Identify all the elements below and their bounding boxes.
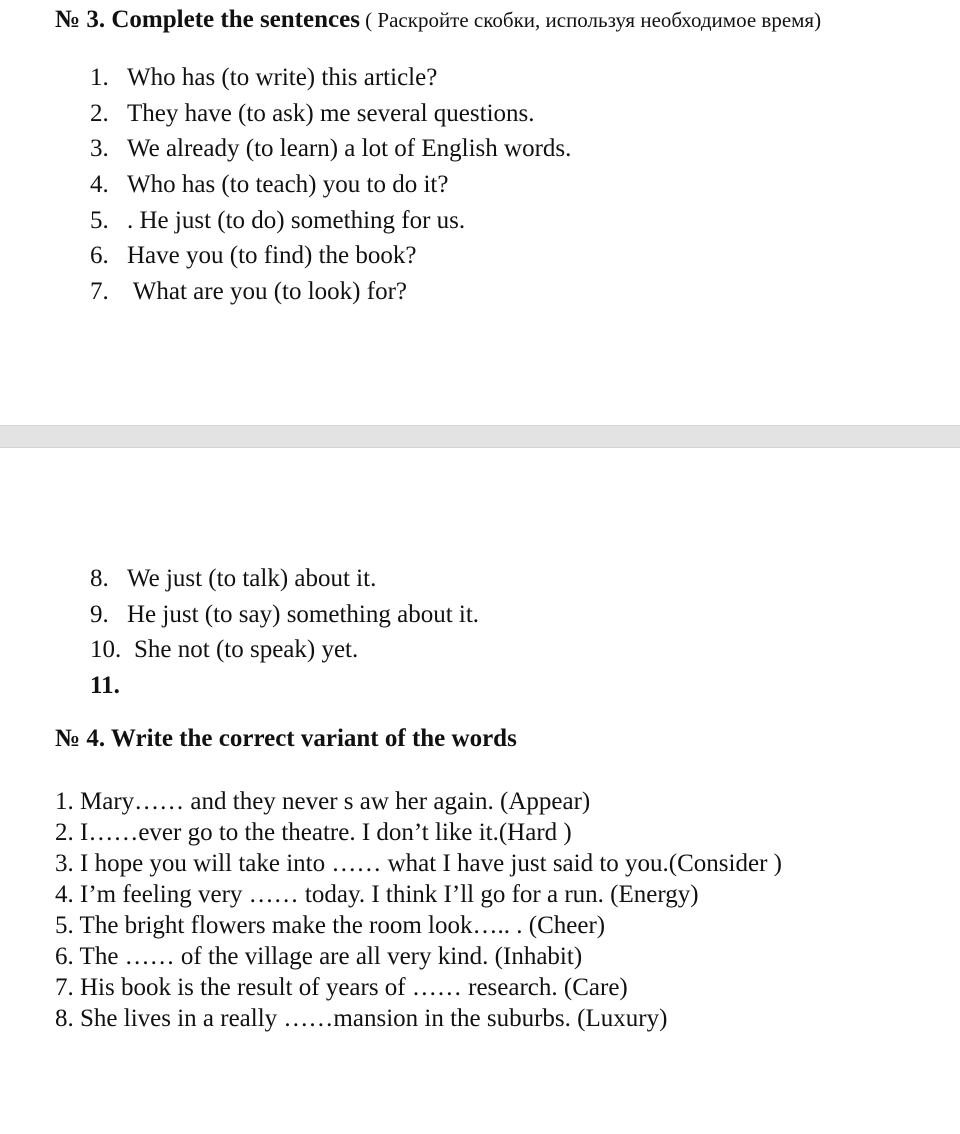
list-item (90, 632, 479, 668)
item-text: Have you (to find) the book? (127, 242, 417, 270)
item-text: He just (to say) something about it. (127, 600, 480, 628)
list-item: 3. I hope you will take into …… what I have just said to you.(Consider ) (55, 850, 782, 877)
list-item (90, 60, 571, 96)
list-item: 2. I……ever go to the theatre. I don’t like it.(Hard ) (55, 819, 572, 846)
list-item: 1. Mary…… and they never s aw her again. (Appear) (55, 788, 591, 815)
item-number: 4. (90, 171, 109, 199)
item-text: We already (to learn) a lot of English words. (127, 135, 572, 163)
item-text: Who has (to teach) you to do it? (127, 171, 449, 199)
item-number: 3. (90, 135, 109, 163)
list-item (90, 668, 479, 704)
item-number: 9. (90, 600, 109, 628)
item-number: 10. (90, 636, 122, 664)
list-item: 6. The …… of the village are all very kind. (Inhabit) (55, 943, 583, 970)
item-number: 7. (90, 278, 109, 306)
list-item (90, 238, 571, 274)
exercise-3-list-part-2 (90, 561, 479, 704)
list-item: 7. His book is the result of years of …… research. (Care) (55, 974, 628, 1001)
item-text: Who has (to write) this article? (127, 64, 438, 91)
item-text: We just (to talk) about it. (127, 565, 377, 592)
item-number: 8. (90, 565, 109, 592)
page-break-separator (0, 425, 960, 448)
list-item: 8. She lives in a really ……mansion in the suburbs. (Luxury) (55, 1005, 668, 1032)
list-item (90, 167, 571, 203)
list-item (90, 96, 571, 132)
exercise-4-list (55, 786, 782, 1034)
list-item (90, 203, 571, 239)
item-text: . He just (to do) something for us. (127, 206, 466, 234)
list-item (90, 131, 571, 167)
document-page-2 (0, 448, 960, 1134)
exercise-3-list-part-1 (90, 60, 571, 310)
item-text: She not (to speak) yet. (134, 636, 359, 664)
item-text: They have (to ask) me several questions. (127, 99, 535, 127)
list-item: 5. The bright flowers make the room look….. . (Cheer) (55, 912, 606, 939)
list-item: 4. I’m feeling very …… today. I think I’ll go for a run. (Energy) (55, 881, 699, 908)
list-item (90, 561, 479, 597)
document-page-1 (0, 0, 960, 425)
list-item (90, 597, 479, 633)
item-number: 1. (90, 64, 109, 91)
exercise-3-instruction: ( Раскройте скобки, используя необходимое время) (359, 8, 822, 32)
list-item (90, 274, 571, 310)
exercise-3-heading (55, 6, 821, 34)
exercise-4-title: № 4. Write the correct variant of the words (55, 725, 517, 752)
item-number: 5. (90, 206, 109, 234)
exercise-3-title: № 3. Complete the sentences (55, 6, 360, 33)
item-number: 6. (90, 242, 109, 270)
item-number: 11. (90, 672, 120, 700)
item-text: What are you (to look) for? (127, 278, 407, 306)
item-number: 2. (90, 99, 109, 127)
